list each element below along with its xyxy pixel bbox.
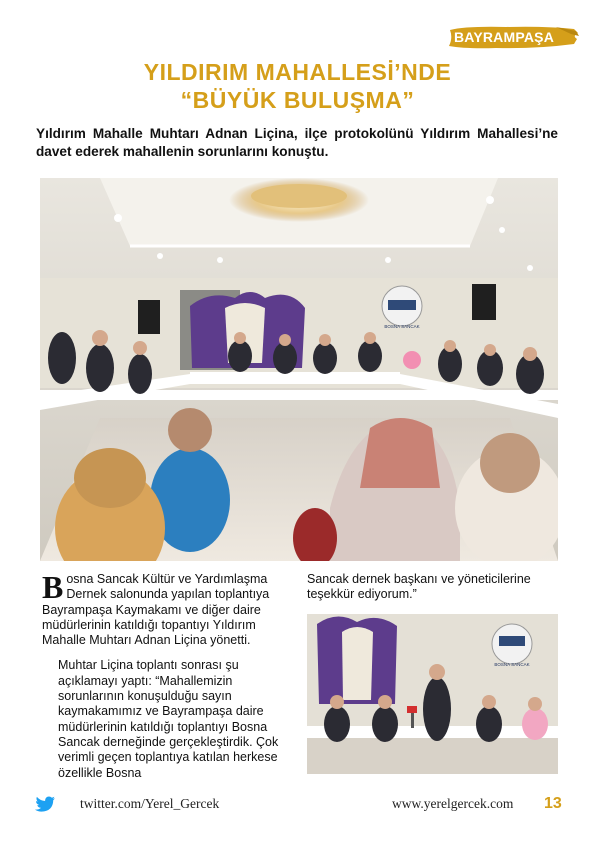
paragraph-2: Muhtar Liçina toplantı sonrası şu açıklamayı yaptı: “Mahallemizin sorunlarının konuşulduğu sayın kaymakamımız ve Bayrampaşa daire müdürlerinin katıldığı toplantıyı Bosna Sancak derneğinde gerçekleştirdik. Çok verimli geçen toplantıya katılan herkese özellikle Bosna xyxy=(58,658,279,780)
headline-line-2: “BÜYÜK BULUŞMA” xyxy=(180,87,415,113)
twitter-bird-icon[interactable] xyxy=(34,796,56,814)
second-photo xyxy=(307,614,558,774)
second-sign-text: BOSNA SANCAK xyxy=(494,662,530,667)
paragraph-1 xyxy=(42,569,292,648)
body-column-right xyxy=(307,572,559,613)
twitter-handle-link[interactable]: twitter.com/Yerel_Gercek xyxy=(80,796,220,811)
paragraph-1-text: osna Sancak Kültür ve Yardımlaşma Dernek salonunda yapılan toplantıya Bayrampaşa Kaymakamı ve diğer daire müdürlerinin katıldığı topantıyı Yıldırım Mahalle Muhtarı Adnan Liçina yönetti. xyxy=(42,572,270,648)
main-photo xyxy=(40,178,558,561)
section-badge xyxy=(446,24,580,52)
sign-text: BOSNA SANCAK xyxy=(384,324,420,329)
headline-line-1: YILDIRIM MAHALLESİ’NDE xyxy=(143,59,452,85)
body-column-left xyxy=(42,569,292,791)
section-label: BAYRAMPAŞA xyxy=(454,29,555,45)
page-number: 13 xyxy=(544,795,562,812)
paragraph-3: Sancak dernek başkanı ve yöneticilerine teşekkür ediyorum.” xyxy=(307,572,531,602)
headline xyxy=(60,58,535,114)
drop-cap: B xyxy=(42,569,64,605)
lead-paragraph: Yıldırım Mahalle Muhtarı Adnan Liçina, ilçe protokolünü Yıldırım Mahallesi’ne davet ederek mahallenin sorunlarını konuştu. xyxy=(36,126,558,159)
website-link[interactable]: www.yerelgercek.com xyxy=(392,796,514,811)
